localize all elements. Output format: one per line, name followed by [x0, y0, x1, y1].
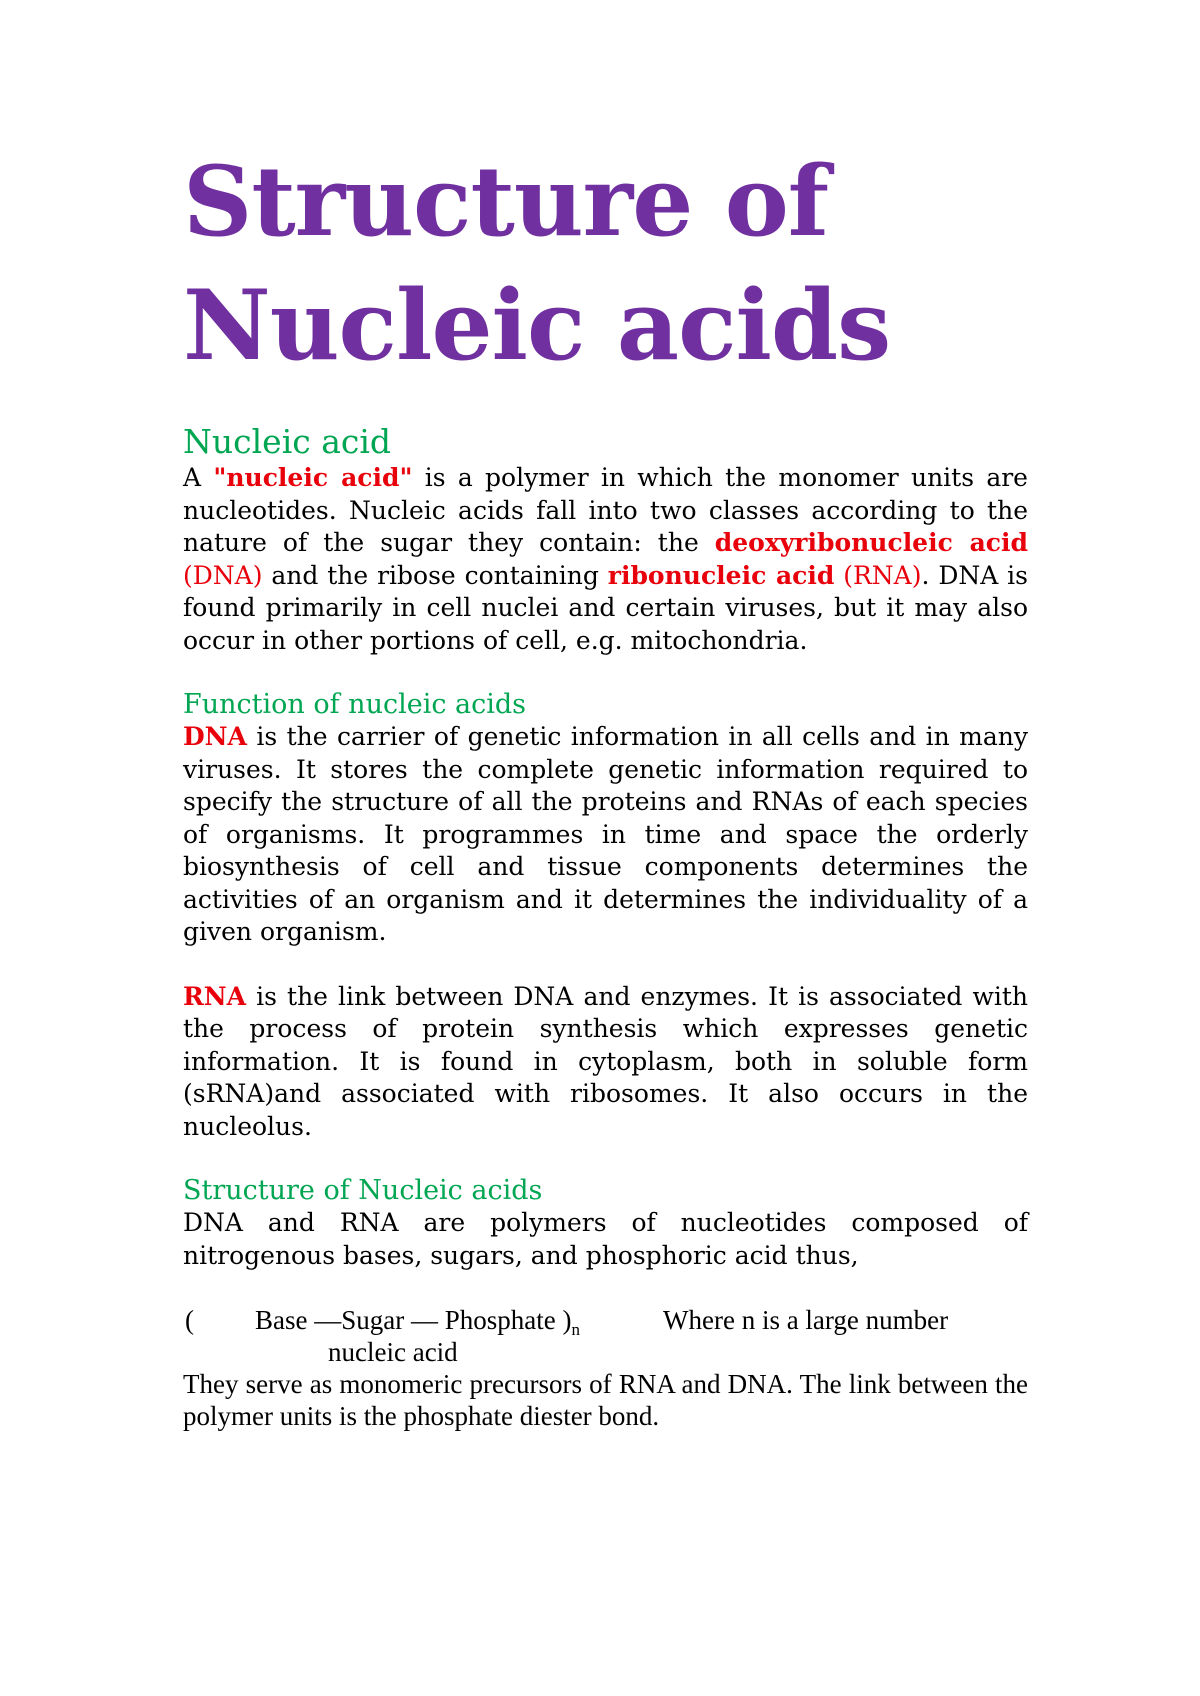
- term-deoxyribonucleic-acid: deoxyribonucleic acid: [714, 528, 1028, 557]
- title-line-2: Nucleic acids: [183, 269, 891, 382]
- formula-chain-text: Base —Sugar — Phosphate ): [255, 1305, 572, 1335]
- text-span: A: [183, 463, 214, 492]
- heading-nucleic-acid: Nucleic acid: [183, 422, 392, 461]
- spacer: [183, 1272, 1028, 1304]
- paragraph-nucleic-acid: [183, 462, 1028, 657]
- term-nucleic-acid: "nucleic acid": [213, 463, 413, 492]
- formula-label: nucleic acid: [328, 1337, 458, 1367]
- paragraph-dna-function: [183, 721, 1028, 949]
- paragraph-closing: They serve as monomeric precursors of RNA and DNA. The link between the polymer units is the phosphate diester bond.: [183, 1369, 1028, 1431]
- spacer: [183, 1143, 1028, 1175]
- spacer: [183, 949, 1028, 981]
- nucleic-acid-formula: [183, 1304, 1028, 1368]
- term-dna-abbr: (DNA): [183, 560, 263, 590]
- term-rna: RNA: [183, 981, 247, 1011]
- text-span: is the link between DNA and enzymes. It is associated with the process of protein synthesis which expresses genetic information. It is found in cytoplasm, both in soluble form (sRNA)and associated with ribosomes. It also occurs in the nucleolus.: [183, 981, 1028, 1141]
- text-span: . DNA is found primarily in cell nuclei and certain viruses, but it may also occur in other portions of cell, e.g. mitochondria.: [183, 560, 1029, 655]
- formula-where: Where n is a large number: [663, 1305, 949, 1335]
- text-span: is the carrier of genetic information in all cells and in many viruses. It stores the complete genetic information required to specify the structure of all the proteins and RNAs of each species of organisms. It programmes in time and space the orderly biosynthesis of cell and tissue components determines the activities of an organism and it determines the individuality of a given organism.: [183, 722, 1028, 946]
- term-ribonucleic-acid: ribonucleic acid: [607, 560, 835, 590]
- title-line-1: Structure of: [183, 145, 829, 258]
- formula-chain: [255, 1304, 580, 1340]
- document-title: [183, 140, 1028, 388]
- document-page: [183, 140, 1028, 1432]
- spacer: [183, 657, 1028, 689]
- paragraph-rna-function: [183, 981, 1028, 1144]
- paragraph-structure-intro: DNA and RNA are polymers of nucleotides composed of nitrogenous bases, sugars, and phosphoric acid thus,: [183, 1208, 1028, 1270]
- term-dna: DNA: [183, 722, 247, 751]
- term-rna-abbr: (RNA): [843, 560, 922, 590]
- formula-subscript: n: [571, 1320, 580, 1339]
- formula-open-paren: (: [185, 1305, 194, 1335]
- text-span: is a polymer in which the monomer units are nucleotides. Nucleic acids fall into two classes according to the nature of the sugar they contain: the: [183, 463, 1028, 557]
- heading-structure: Structure of Nucleic acids: [183, 1175, 543, 1206]
- heading-function: Function of nucleic acids: [183, 689, 527, 720]
- text-span: and the ribose containing: [262, 560, 608, 590]
